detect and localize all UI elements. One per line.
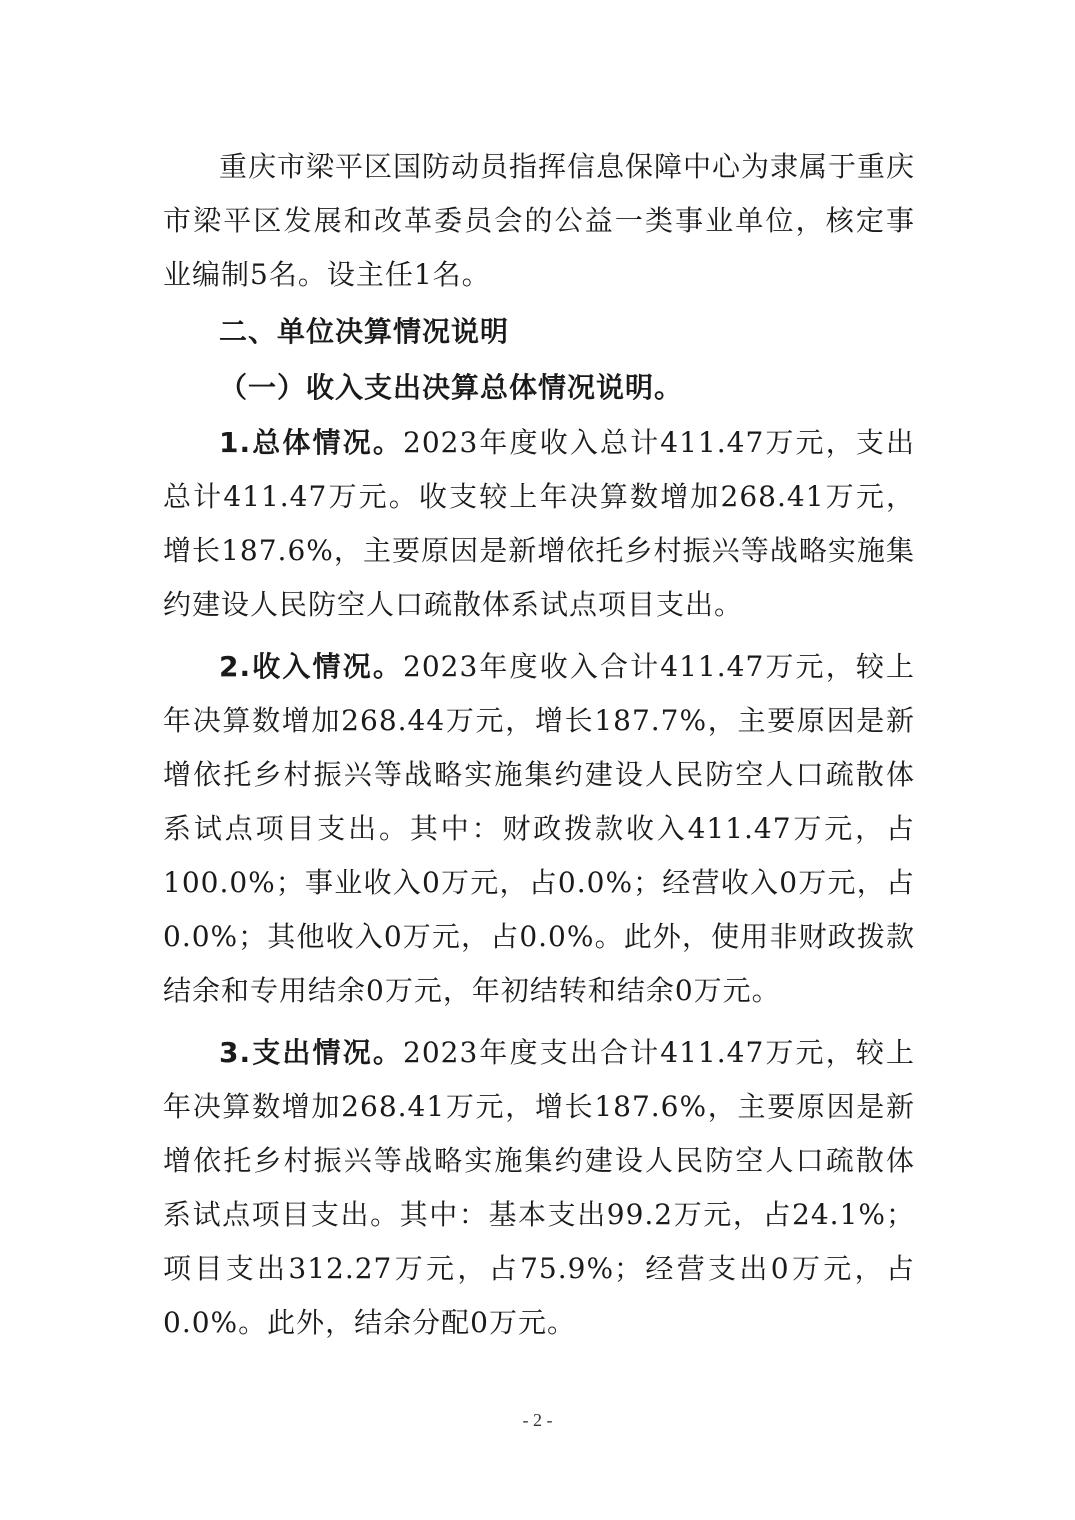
income-lead: 2.收入情况。 bbox=[219, 650, 403, 683]
expenditure-lead: 3.支出情况。 bbox=[219, 1036, 403, 1069]
page-content bbox=[163, 140, 915, 1350]
section-heading: 二、单位决算情况说明 bbox=[219, 315, 510, 348]
expenditure-text: 2023年度支出合计411.47万元，较上年决算数增加268.41万元，增长187.6%，主要原因是新增依托乡村振兴等战略实施集约建设人民防空人口疏散体系试点项目支出。其中：基本支出99.2万元，占24.1%；项目支出312.27万元，占75.9%；经营支出0万元，占0.0%。此外，结余分配0万元。 bbox=[163, 1036, 915, 1339]
overall-text: 2023年度收入总计411.47万元，支出总计411.47万元。收支较上年决算数增加268.41万元，增长187.6%，主要原因是新增依托乡村振兴等战略实施集约建设人民防空人口疏散体系试点项目支出。 bbox=[163, 426, 915, 621]
page-number: - 2 - bbox=[522, 1410, 553, 1430]
income-text: 2023年度收入合计411.47万元，较上年决算数增加268.44万元，增长187.7%，主要原因是新增依托乡村振兴等战略实施集约建设人民防空人口疏散体系试点项目支出。其中：财政拨款收入411.47万元，占100.0%；事业收入0万元，占0.0%；经营收入0万元，占0.0%；其他收入0万元，占0.0%。此外，使用非财政拨款结余和专用结余0万元，年初结转和结余0万元。 bbox=[163, 650, 915, 1007]
expenditure-paragraph bbox=[163, 1026, 915, 1350]
subsection-heading: （一）收入支出决算总体情况说明。 bbox=[219, 371, 684, 404]
intro-paragraph: 重庆市梁平区国防动员指挥信息保障中心为隶属于重庆市梁平区发展和改革委员会的公益一类事业单位，核定事业编制5名。设主任1名。 bbox=[163, 150, 916, 291]
overall-lead: 1.总体情况。 bbox=[219, 426, 403, 459]
overall-paragraph bbox=[163, 416, 915, 632]
income-paragraph bbox=[163, 640, 915, 1018]
